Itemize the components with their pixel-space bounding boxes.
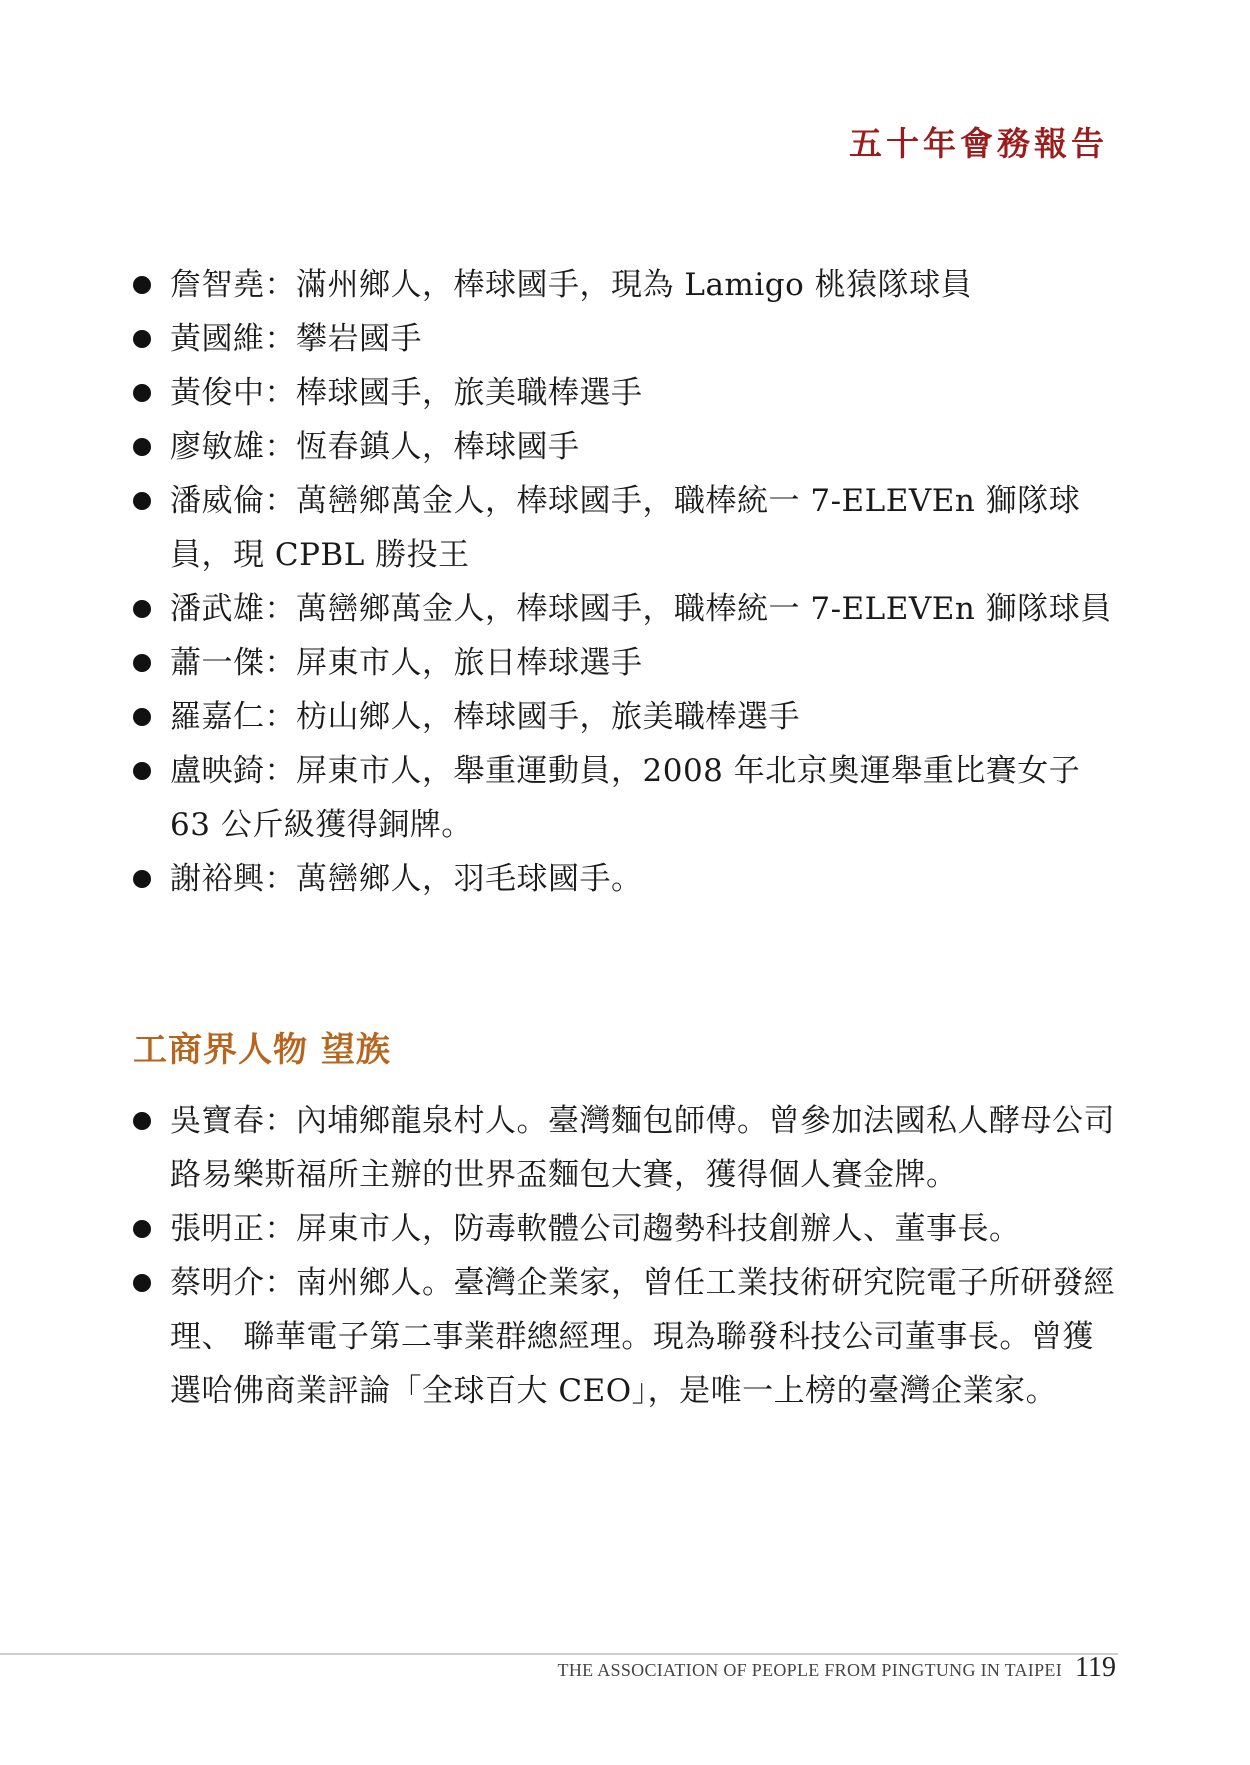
list-item — [133, 420, 1118, 474]
list-item-text: 蕭一傑：屏東市人，旅日棒球選手 — [170, 645, 643, 681]
list-item-text: 蔡明介：南州鄉人。臺灣企業家，曾任工業技術研究院電子所研發經理、 聯華電子第二事業群總經理。現為聯發科技公司董事長。曾獲選哈佛商業評論「全球百大 CEO」，是唯一上榜的臺灣企業家。 — [170, 1265, 1115, 1409]
bullet-icon — [133, 438, 151, 456]
bullet-icon — [133, 708, 151, 726]
section-heading-business: 工商界人物 望族 — [133, 1030, 391, 1070]
sports-people-list — [133, 258, 1118, 906]
list-item — [133, 1202, 1118, 1256]
footer-publication-name: THE ASSOCIATION OF PEOPLE FROM PINGTUNG IN TAIPEI — [557, 1660, 1062, 1680]
list-item-text: 潘威倫：萬巒鄉萬金人，棒球國手，職棒統一 7-ELEVEn 獅隊球員，現 CPBL 勝投王 — [170, 483, 1081, 573]
bullet-icon — [133, 762, 151, 780]
running-header-title: 五十年會務報告 — [849, 124, 1108, 163]
list-item — [133, 1256, 1118, 1418]
bullet-icon — [133, 384, 151, 402]
list-item — [133, 258, 1118, 312]
bullet-icon — [133, 654, 151, 672]
bullet-icon — [133, 276, 151, 294]
business-people-list — [133, 1094, 1118, 1418]
list-item — [133, 474, 1118, 582]
bullet-icon — [133, 1220, 151, 1238]
list-item-text: 謝裕興：萬巒鄉人，羽毛球國手。 — [170, 861, 643, 897]
list-item-text: 黃國維：攀岩國手 — [170, 321, 422, 357]
bullet-icon — [133, 600, 151, 618]
list-item-text: 張明正：屏東市人，防毒軟體公司趨勢科技創辦人、董事長。 — [170, 1211, 1021, 1247]
list-item-text: 盧映錡：屏東市人，舉重運動員，2008 年北京奧運舉重比賽女子 63 公斤級獲得銅牌。 — [170, 753, 1081, 843]
list-item-text: 潘武雄：萬巒鄉萬金人，棒球國手，職棒統一 7-ELEVEn 獅隊球員 — [170, 591, 1112, 627]
list-item-text: 廖敏雄：恆春鎮人，棒球國手 — [170, 429, 580, 465]
list-item — [133, 852, 1118, 906]
list-item — [133, 582, 1118, 636]
bullet-icon — [133, 1112, 151, 1130]
list-item-text: 黃俊中：棒球國手，旅美職棒選手 — [170, 375, 643, 411]
list-item — [133, 312, 1118, 366]
list-item — [133, 690, 1118, 744]
page-number: 119 — [1075, 1652, 1116, 1683]
list-item — [133, 744, 1118, 852]
bullet-icon — [133, 492, 151, 510]
bullet-icon — [133, 870, 151, 888]
bullet-icon — [133, 1274, 151, 1292]
bullet-icon — [133, 330, 151, 348]
list-item-text: 詹智堯：滿州鄉人，棒球國手，現為 Lamigo 桃猿隊球員 — [170, 267, 973, 303]
list-item — [133, 1094, 1118, 1202]
list-item-text: 羅嘉仁：枋山鄉人，棒球國手，旅美職棒選手 — [170, 699, 800, 735]
footer-divider — [0, 1653, 1118, 1655]
list-item — [133, 636, 1118, 690]
list-item-text: 吳寶春：內埔鄉龍泉村人。臺灣麵包師傅。曾參加法國私人酵母公司路易樂斯福所主辦的世界盃麵包大賽，獲得個人賽金牌。 — [170, 1103, 1115, 1193]
list-item — [133, 366, 1118, 420]
